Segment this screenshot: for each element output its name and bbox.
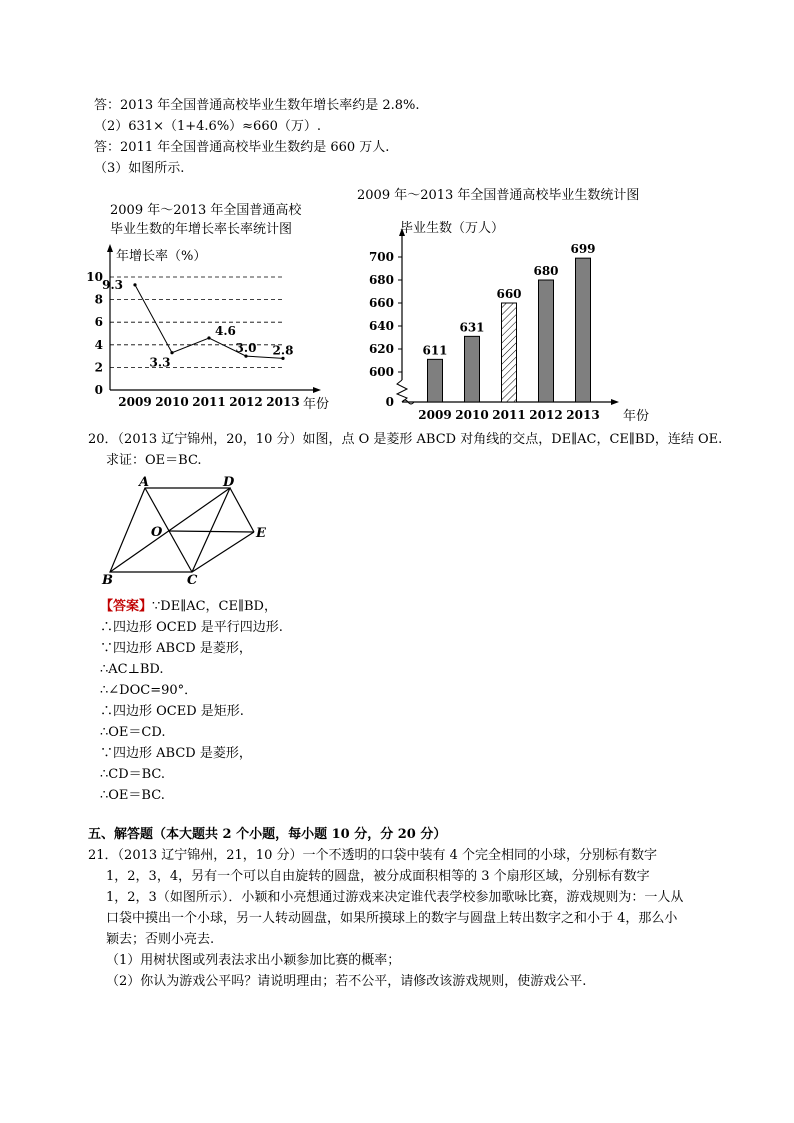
label-c: C bbox=[187, 573, 198, 588]
q21-line-4: 口袋中摸出一个小球，另一人转动圆盘，如果所摸球上的数字与圆盘上转出数字之和小于 4，那么小 bbox=[106, 911, 678, 926]
answer-line-2: （2）631×（1+4.6%）≈660（万）. bbox=[94, 119, 322, 134]
line-chart-value-label: 2.8 bbox=[272, 343, 294, 358]
line-chart-xtick: 2013 bbox=[266, 395, 300, 409]
proof-line-5: ∴四边形 OCED 是矩形. bbox=[100, 704, 244, 719]
answer-line-4: （3）如图所示. bbox=[94, 161, 185, 176]
bar-chart-ytick: 660 bbox=[368, 296, 394, 310]
segment-oe bbox=[169, 531, 254, 532]
bar-chart-xtick: 2010 bbox=[455, 408, 489, 422]
line-chart-ytick: 8 bbox=[94, 292, 103, 307]
bar-chart bbox=[368, 221, 655, 424]
bar-chart-value-label: 660 bbox=[496, 287, 522, 301]
bar-chart-bar bbox=[465, 336, 480, 402]
section-heading: 五、解答题（本大题共 2 个小题，每小题 10 分，分 20 分） bbox=[88, 827, 447, 842]
line-chart-point bbox=[207, 336, 210, 339]
bar-chart-xtick: 2009 bbox=[418, 408, 452, 422]
proof-line-7: ∵四边形 ABCD 是菱形， bbox=[100, 746, 252, 761]
bar-chart-ytick: 640 bbox=[368, 319, 394, 333]
bar-chart-ytick: 680 bbox=[368, 273, 394, 287]
proof-line-4: ∴∠DOC=90°． bbox=[100, 683, 198, 698]
answer-first: ∵DE∥AC，CE∥BD， bbox=[152, 599, 277, 614]
line-chart-point bbox=[170, 351, 173, 354]
answer-line-1: 答：2013 年全国普通高校毕业生数年增长率约是 2.8%. bbox=[94, 98, 420, 113]
line-chart-value-label: 3.3 bbox=[149, 355, 171, 370]
proof-line-8: ∴CD＝BC. bbox=[100, 767, 166, 782]
bar-chart-xtick: 2012 bbox=[529, 408, 563, 422]
label-e: E bbox=[256, 526, 266, 541]
bar-chart-value-label: 699 bbox=[570, 242, 596, 257]
line-chart-xtick: 2010 bbox=[155, 395, 189, 409]
bar-chart-ylabel: 毕业生数（万人） bbox=[400, 221, 505, 236]
bar-chart-ytick: 600 bbox=[368, 365, 394, 379]
bar-chart-value-label: 611 bbox=[422, 343, 448, 358]
line-chart-title-2: 毕业生数的年增长率长率统计图 bbox=[110, 222, 293, 237]
segment-de bbox=[230, 488, 254, 532]
line-chart-value-label: 4.6 bbox=[215, 324, 236, 339]
label-o: O bbox=[151, 525, 163, 540]
bar-chart-title: 2009 年～2013 年全国普通高校毕业生数统计图 bbox=[357, 188, 640, 203]
bar-chart-bar bbox=[576, 258, 591, 402]
q21-line-1: 21．（2013 辽宁锦州，21，10 分）一个不透明的口袋中装有 4 个完全相同的小球，分别标有数字 bbox=[88, 848, 658, 863]
proof-line-6: ∴OE＝CD. bbox=[100, 725, 166, 740]
q21-line-2: 1，2，3，4，另有一个可以自由旋转的圆盘，被分成面积相等的 3 个扇形区域，分别标有数字 bbox=[106, 869, 650, 884]
line-chart-y-arrow bbox=[107, 244, 113, 252]
bar-chart-axis-break bbox=[397, 380, 407, 402]
bar-chart-ytick: 620 bbox=[368, 342, 394, 356]
q21-line-3: 1，2，3（如图所示）．小颖和小亮想通过游戏来决定谁代表学校参加歌咏比赛，游戏规则为：一人从 bbox=[106, 890, 684, 905]
line-chart-x-arrow bbox=[313, 387, 321, 393]
line-chart-ytick: 2 bbox=[94, 360, 103, 375]
bar-chart-x-arrow bbox=[611, 399, 619, 405]
line-chart-ylabel: 年增长率（%） bbox=[116, 249, 207, 264]
q21-line-7: （2）你认为游戏公平吗？请说明理由；若不公平，请修改该游戏规则，使游戏公平. bbox=[106, 974, 587, 989]
line-chart-value-label: 9.3 bbox=[102, 277, 123, 292]
bar-chart-bar bbox=[539, 280, 554, 402]
rhombus-figure bbox=[98, 475, 288, 590]
bar-chart-ytick: 700 bbox=[368, 250, 394, 264]
label-d: D bbox=[223, 475, 235, 490]
bar-chart-ytick: 0 bbox=[385, 395, 394, 409]
bar-chart-xtick: 2013 bbox=[566, 408, 600, 422]
line-chart-title-1: 2009 年～2013 年全国普通高校 bbox=[110, 203, 302, 218]
q20-stem: 20．（2013 辽宁锦州，20，10 分）如图，点 O 是菱形 ABCD 对角线的交点，DE∥AC，CE∥BD，连结 OE. bbox=[88, 432, 723, 447]
line-chart-xtick: 2009 bbox=[118, 395, 152, 409]
line-chart-series bbox=[135, 285, 283, 358]
line-chart bbox=[85, 240, 345, 430]
line-chart-xtick: 2011 bbox=[192, 395, 226, 409]
proof-line-3: ∴AC⊥BD. bbox=[100, 662, 164, 677]
line-chart-xlabel: 年份 bbox=[303, 397, 330, 412]
proof-line-1: ∴四边形 OCED 是平行四边形. bbox=[100, 620, 283, 635]
bar-chart-value-label: 631 bbox=[459, 320, 485, 335]
line-chart-ytick: 0 bbox=[94, 383, 103, 397]
line-chart-ytick: 10 bbox=[86, 270, 103, 284]
answer-row bbox=[100, 598, 277, 616]
line-chart-point bbox=[133, 283, 136, 286]
bar-chart-bar bbox=[502, 303, 517, 402]
line-chart-ytick: 6 bbox=[94, 315, 103, 330]
q20-prove: 求证：OE＝BC. bbox=[106, 453, 202, 468]
q21-line-6: （1）用树状图或列表法求出小颖参加比赛的概率； bbox=[106, 953, 401, 968]
bar-chart-xlabel: 年份 bbox=[623, 409, 650, 424]
label-b: B bbox=[102, 573, 113, 588]
bar-chart-bar bbox=[428, 359, 443, 402]
q21-line-5: 颖去；否则小亮去. bbox=[106, 932, 215, 947]
proof-line-2: ∵四边形 ABCD 是菱形， bbox=[100, 641, 252, 656]
label-a: A bbox=[139, 475, 150, 490]
proof-line-9: ∴OE＝BC. bbox=[100, 788, 165, 803]
bar-chart-value-label: 680 bbox=[533, 264, 559, 278]
answer-line-3: 答：2011 年全国普通高校毕业生数约是 660 万人. bbox=[94, 140, 390, 155]
answer-tag: 【答案】 bbox=[100, 599, 153, 614]
line-chart-xtick: 2012 bbox=[229, 395, 263, 409]
bar-chart-xtick: 2011 bbox=[492, 408, 526, 422]
line-chart-value-label: 3.0 bbox=[235, 341, 257, 356]
line-chart-ytick: 4 bbox=[94, 337, 103, 352]
